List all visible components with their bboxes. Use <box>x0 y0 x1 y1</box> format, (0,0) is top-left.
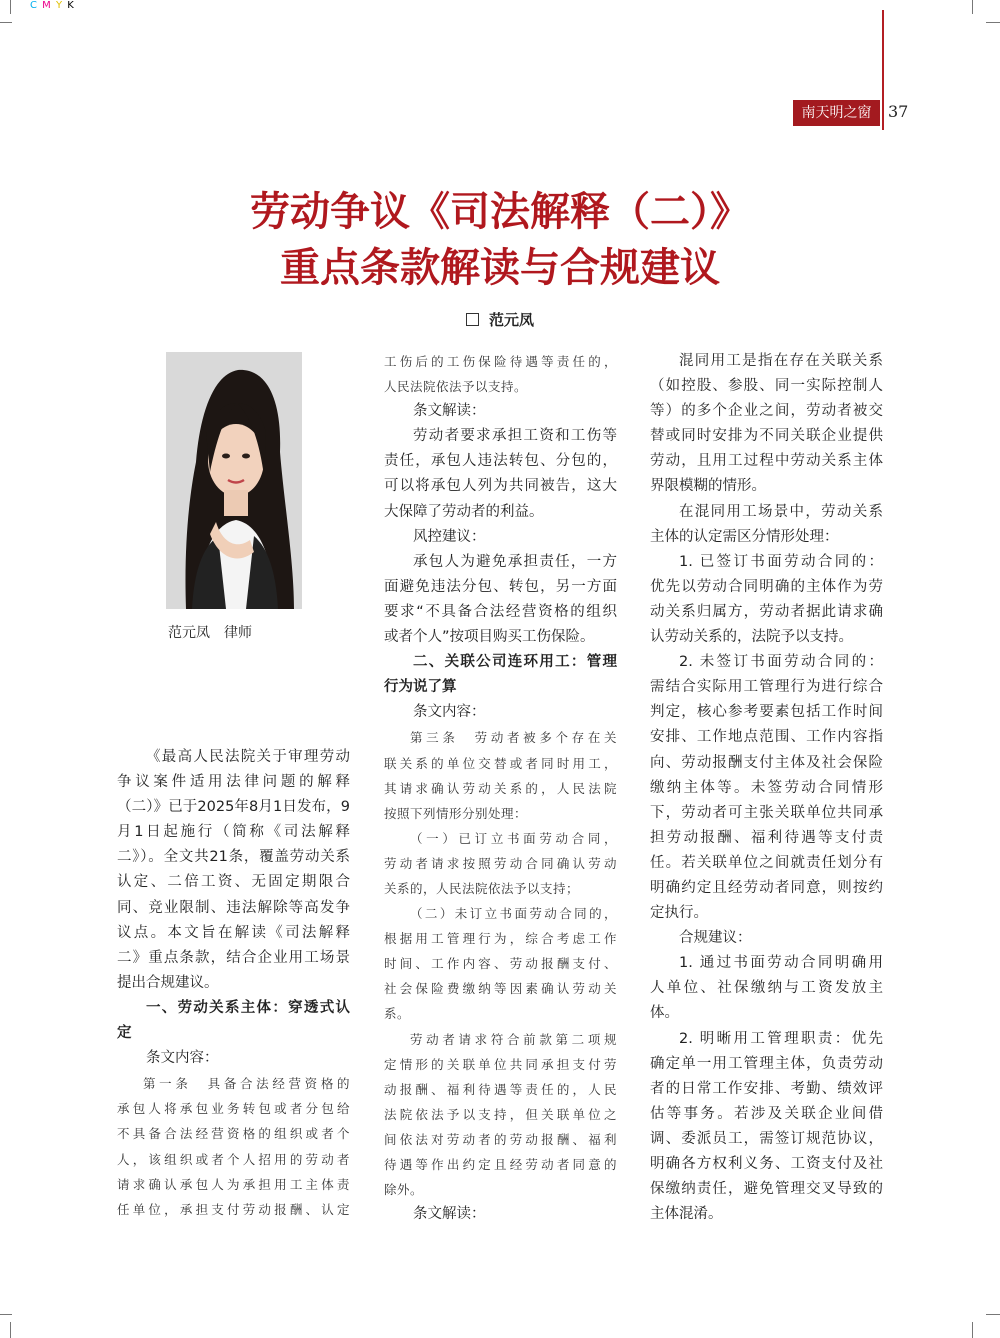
article-title-line2: 重点条款解读与合规建议 <box>280 245 720 291</box>
quoted-line: 人民法院依法予以支持。 <box>384 379 528 395</box>
byline <box>0 309 1000 330</box>
article-title-line1: 劳动争议《司法解释（二）》 <box>250 189 750 235</box>
subheading: 条文内容： <box>413 704 486 721</box>
body-line: 面避免违法分包、转包，另一方面 <box>384 578 617 595</box>
body-line: 混同用工是指在存在关联关系 <box>679 353 883 369</box>
quoted-line: 工伤后的工伤保险待遇等责任的， <box>384 354 617 369</box>
body-line: （如控股、参股、同一实际控制人 <box>650 378 883 395</box>
body-line: 1. 通过书面劳动合同明确用 <box>679 955 883 972</box>
body-line: 缴纳主体等。未签劳动合同情形 <box>650 779 883 796</box>
quoted-line: 除外。 <box>384 1182 424 1198</box>
body-line: 等）的多个企业之间，劳动者被交 <box>650 403 883 420</box>
body-line: 明确各方权利义务、工资支付及社 <box>650 1156 883 1172</box>
quoted-line: 第三条 劳动者被多个存在关 <box>410 730 617 746</box>
quoted-line: 第一条 具备合法经营资格的 <box>143 1076 350 1092</box>
quoted-line: 时间、工作内容、劳动报酬支付、 <box>384 956 617 972</box>
quoted-line: （二）未订立书面劳动合同的， <box>410 906 617 922</box>
section-heading: 行为说了算 <box>384 679 457 696</box>
body-line: 二》）。全文共21条，覆盖劳动关系 <box>117 849 350 866</box>
section-heading: 定 <box>117 1025 132 1042</box>
body-line: 向、劳动报酬支付主体及社会保险 <box>650 754 883 771</box>
photo-caption: 范元凤 律师 <box>168 625 252 641</box>
body-line: 估等事务。若涉及关联企业间借 <box>650 1105 883 1122</box>
body-line: 主体混淆。 <box>650 1206 723 1223</box>
quoted-line: 其请求确认劳动关系的，人民法院 <box>384 780 617 796</box>
subheading: 条文内容： <box>146 1050 219 1067</box>
body-line: 提出合规建议。 <box>117 974 219 991</box>
quoted-line: 间依法对劳动者的劳动报酬、福利 <box>384 1131 617 1147</box>
body-line: 争议案件适用法律问题的解释 <box>117 774 350 791</box>
body-line: 2. 明晰用工管理职责：优先 <box>679 1030 883 1047</box>
body-line: 人单位、社保缴纳与工资发放主 <box>650 980 883 997</box>
quoted-line: 待遇等作出约定且经劳动者同意的 <box>384 1157 617 1172</box>
body-line: 担劳动报酬、福利待遇等支付责 <box>650 829 883 846</box>
quoted-line: 法院依法予以支持，但关联单位之 <box>384 1106 617 1122</box>
subheading: 条文解读： <box>413 403 486 420</box>
column-1 <box>117 745 350 1222</box>
quoted-line: 不具备合法经营资格的组织或者个 <box>117 1126 350 1142</box>
quoted-line: 劳动者请求按照劳动合同确认劳动 <box>384 855 617 871</box>
body-line: （二）》已于2025年8月1日发布，9 <box>117 799 350 816</box>
subheading: 风控建议： <box>413 528 486 545</box>
body-line: 在混同用工场景中，劳动关系 <box>679 503 883 520</box>
quoted-line: 社会保险费缴纳等因素确认劳动关 <box>384 981 617 997</box>
column-2 <box>384 349 617 1227</box>
quoted-line: 关系的，人民法院依法予以支持； <box>384 880 580 896</box>
subheading: 合规建议： <box>679 930 752 947</box>
body-line: 安排、工作地点范围、工作内容指 <box>650 729 883 746</box>
author-name: 范元凤 <box>488 311 534 329</box>
body-line: 2. 未签订书面劳动合同的： <box>679 654 883 671</box>
body-line: 劳动，且用工过程中劳动关系主体 <box>650 453 883 470</box>
section-tag: 南天明之窗 <box>793 100 880 126</box>
body-line: 体。 <box>650 1005 679 1022</box>
column-3 <box>650 349 883 1227</box>
body-line: 定执行。 <box>650 905 708 922</box>
body-line: 同、竞业限制、违法解除等高发争 <box>117 899 350 916</box>
cmyk-color-marks: C M Y K <box>30 0 75 11</box>
body-line: 月1日起施行（简称《司法解释 <box>117 824 350 841</box>
section-heading: 一、劳动关系主体：穿透式认 <box>146 999 350 1016</box>
author-photo <box>166 352 302 609</box>
page-number: 37 <box>888 102 909 121</box>
body-line: 1. 已签订书面劳动合同的： <box>679 553 883 570</box>
subheading: 条文解读： <box>413 1206 486 1223</box>
square-bullet-icon <box>466 313 479 326</box>
header-rule <box>882 10 884 130</box>
quoted-line: 承包人将承包业务转包或者分包给 <box>117 1101 350 1117</box>
crop-mark <box>10 0 11 14</box>
portrait-illustration <box>166 352 302 609</box>
body-line: 界限模糊的情形。 <box>650 478 766 495</box>
crop-mark <box>986 1314 1000 1315</box>
body-line: 保缴纳责任，避免管理交叉导致的 <box>650 1181 883 1198</box>
quoted-line: 按照下列情形分别处理： <box>384 805 528 821</box>
quoted-line: 人，该组织或者个人招用的劳动者 <box>117 1151 350 1167</box>
body-line: 议点。本文旨在解读《司法解释 <box>117 924 350 941</box>
body-line: 下，劳动者可主张关联单位共同承 <box>650 804 883 821</box>
body-line: 承包人为避免承担责任，一方 <box>413 553 617 570</box>
body-line: 动关系归属方，劳动者据此请求确 <box>650 603 883 620</box>
quoted-line: 根据用工管理行为，综合考虑工作 <box>384 931 617 947</box>
crop-mark <box>0 1314 12 1315</box>
body-line: 或者个人”按项目购买工伤保险。 <box>384 629 595 646</box>
body-line: 认劳动关系的，法院予以支持。 <box>650 629 853 646</box>
quoted-line: 定情形的关联单位共同承担支付劳 <box>384 1056 617 1072</box>
quoted-line: 劳动者请求符合前款第二项规 <box>410 1031 617 1047</box>
body-line: 任。若关联单位之间就责任划分有 <box>650 854 883 871</box>
crop-mark <box>10 1322 11 1338</box>
body-line: 优先以劳动合同明确的主体作为劳 <box>650 578 883 595</box>
quoted-line: 任单位，承担支付劳动报酬、认定 <box>117 1201 350 1217</box>
quoted-line: （一）已订立书面劳动合同， <box>410 830 617 846</box>
body-line: 可以将承包人列为共同被告，这大 <box>384 478 617 495</box>
body-line: 劳动者要求承担工资和工伤等 <box>413 428 617 445</box>
body-line: 确定单一用工管理主体，负责劳动 <box>650 1055 883 1072</box>
body-line: 明确约定且经劳动者同意，则按约 <box>650 879 883 896</box>
crop-mark <box>986 22 1000 23</box>
quoted-line: 动报酬、福利待遇等责任的，人民 <box>384 1081 617 1097</box>
body-line: 责任，承包人违法转包、分包的， <box>384 453 617 470</box>
crop-mark <box>972 1322 973 1338</box>
body-line: 主体的认定需区分情形处理： <box>650 528 839 545</box>
crop-mark <box>0 22 12 23</box>
section-heading: 二、关联公司连环用工：管理 <box>413 654 617 671</box>
body-line: 大保障了劳动者的利益。 <box>384 503 544 520</box>
body-line: 《最高人民法院关于审理劳动 <box>146 749 350 765</box>
quoted-line: 请求确认承包人为承担用工主体责 <box>117 1176 350 1192</box>
body-line: 判定，核心参考要素包括工作时间 <box>650 704 883 721</box>
quoted-line: 系。 <box>384 1006 411 1022</box>
crop-mark <box>972 0 973 14</box>
body-line: 替或同时安排为不同关联企业提供 <box>650 428 883 445</box>
quoted-line: 联关系的单位交替或者同时用工， <box>384 755 617 771</box>
body-line: 认定、二倍工资、无固定期限合 <box>117 874 350 891</box>
body-line: 要求“不具备合法经营资格的组织 <box>384 603 617 620</box>
body-line: 者的日常工作安排、考勤、绩效评 <box>650 1080 883 1097</box>
body-line: 需结合实际用工管理行为进行综合 <box>650 679 883 696</box>
body-line: 调、委派员工，需签订规范协议， <box>650 1130 883 1147</box>
body-line: 二》重点条款，结合企业用工场景 <box>117 949 350 966</box>
